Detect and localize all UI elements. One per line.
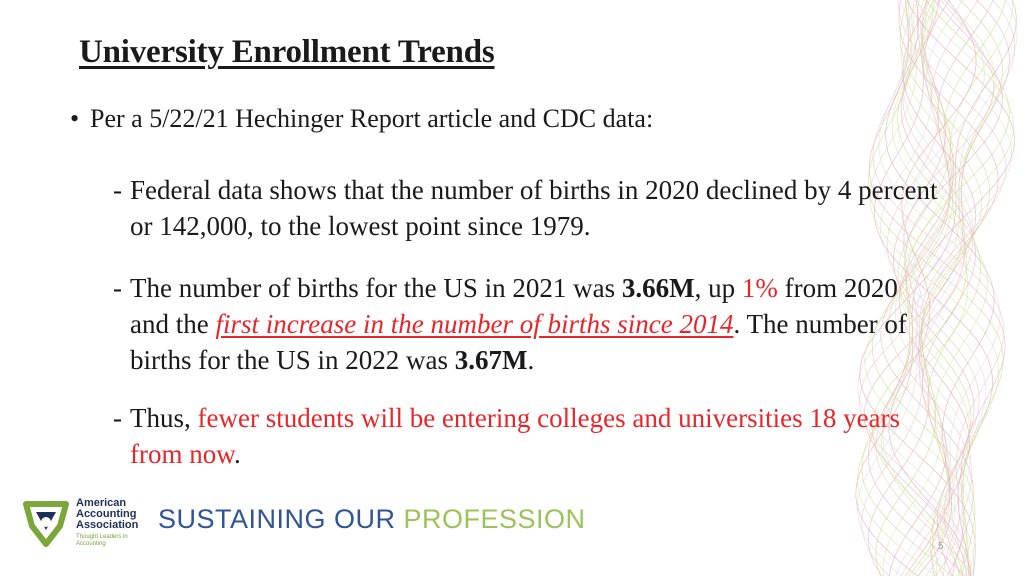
intro-text: Per a 5/22/21 Hechinger Report article and CDC data: [90,104,654,133]
list-item [113,172,943,244]
banner-part2: PROFESSION [403,504,586,534]
text-run: . [527,345,535,375]
list-item [113,400,943,472]
org-tagline: Thought Leaders in Accounting [76,534,128,547]
aaa-shield-icon [20,496,72,548]
dash-marker: - [113,273,122,303]
births-2021-value: 3.66M [621,273,695,303]
slide-title: University Enrollment Trends [79,34,495,70]
dash-marker: - [113,403,122,433]
org-name: American Accounting Association [76,497,139,531]
text-run: The number of births for the US in 2021 was [130,273,622,303]
item-text [130,270,943,378]
text-run: from 2020 and the [130,273,898,339]
increase-percent: 1% [741,273,778,303]
bullet-dot-icon: • [70,104,80,133]
item-text [130,400,943,472]
intro-bullet [70,104,653,134]
list-item [113,270,943,378]
highlight-text: fewer students will be entering colleges and universities 18 years from now [130,403,901,469]
banner-part1: SUSTAINING OUR [158,504,404,534]
text-run: . The number of births for the US in 2022 was [130,309,907,375]
dash-marker: - [113,175,122,205]
first-increase-link[interactable]: first increase in the number of births since 2014 [215,309,734,339]
page-number: 5 [938,541,944,552]
text-run: Thus, [130,403,198,433]
text-run: , up [694,273,742,303]
banner-text [158,504,586,535]
item-text: Federal data shows that the number of births in 2020 declined by 4 percent or 142,000, to the lowest point since 1979. [130,175,938,241]
text-run: . [233,439,241,469]
births-2022-value: 3.67M [454,345,528,375]
